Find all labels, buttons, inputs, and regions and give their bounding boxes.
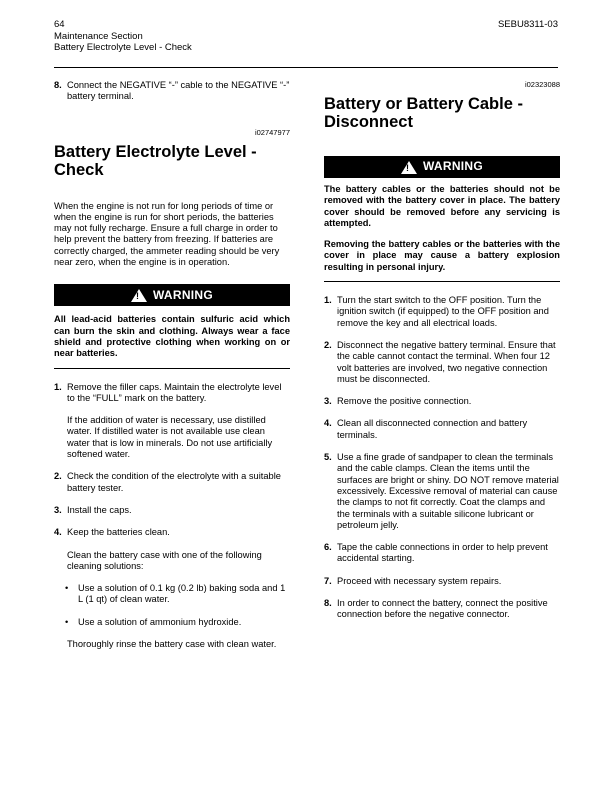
step-4	[324, 418, 560, 441]
step-text: Keep the batteries clean.	[67, 527, 170, 538]
step-text: Remove the filler caps. Maintain the electrolyte level to the “FULL” mark on the battery.	[67, 381, 282, 403]
bullet-icon: •	[65, 616, 69, 627]
warning-banner	[54, 284, 290, 306]
reference-id: i02323088	[524, 80, 560, 89]
step-text: Use a fine grade of sandpaper to clean the terminals and the cable clamps. Clean the items until the surfaces are bright or shiny. DO NOT remove material excessively. Excessive removal of material can cause the clamps to not fit correctly. Coat the clamps and the terminals with a suitable silicone lubricant or petroleum jelly.	[337, 452, 559, 530]
bullet-item	[54, 617, 290, 628]
step-number: 2.	[54, 471, 62, 482]
step-8	[324, 598, 560, 621]
section-title: Battery Electrolyte Level - Check	[54, 142, 257, 179]
left-column	[54, 80, 290, 661]
step-3	[54, 505, 290, 516]
step-number: 7.	[324, 575, 332, 586]
step-2	[54, 471, 290, 494]
step-text: Install the caps.	[67, 504, 132, 515]
page-header-left	[54, 19, 192, 54]
bullet-icon: •	[65, 583, 69, 594]
step-text: In order to connect the battery, connect the positive connection before the negative connector.	[337, 598, 548, 620]
warning-banner	[324, 156, 560, 178]
step-4-note: Clean the battery case with one of the following cleaning solutions:	[67, 549, 262, 571]
step-text: Disconnect the negative battery terminal. Ensure that the cable cannot contact the terminal. When four 12 volt batteries are involved, two negative connection must be disconnected.	[337, 339, 556, 384]
warning-label: WARNING	[422, 159, 484, 174]
step-1-note: If the addition of water is necessary, use distilled water. If distilled water is not available use clean water that is low in minerals. Do not use artificially softened water.	[67, 415, 273, 460]
document-id: SEBU8311-03	[497, 19, 558, 30]
step-number: 8.	[54, 80, 62, 90]
step-text: Turn the start switch to the OFF position. Turn the ignition switch (if equipped) to the OFF position and remove the key and all electrical loads.	[337, 295, 549, 328]
step-text: Clean all disconnected connection and battery terminals.	[337, 418, 528, 440]
step-number: 4.	[324, 418, 332, 429]
page-number: 64	[54, 19, 65, 30]
step-number: 8.	[324, 598, 332, 609]
step-text: Connect the NEGATIVE “-” cable to the NEGATIVE “-” battery terminal.	[67, 80, 290, 102]
step-number: 5.	[324, 452, 332, 463]
step-1	[54, 382, 290, 405]
warning-divider	[54, 368, 290, 369]
step-number: 1.	[324, 295, 332, 306]
step-4	[54, 527, 290, 538]
warning-triangle-icon	[131, 289, 147, 302]
bullet-text: Use a solution of 0.1 kg (0.2 lb) baking soda and 1 L (1 qt) of clean water.	[78, 583, 286, 605]
step-5	[324, 452, 560, 531]
step-3	[324, 396, 560, 407]
step-text: Tape the cable connections in order to help prevent accidental starting.	[337, 542, 548, 564]
step-number: 6.	[324, 542, 332, 553]
step-7	[324, 576, 560, 587]
intro-paragraph: When the engine is not run for long periods of time or when the engine is run for short periods, the batteries may not fully recharge. Ensure a full charge in order to help prevent the battery from freezing. If batteries are correctly charged, the ammeter reading should be very near zero, when the engine is in operation.	[54, 200, 280, 268]
step-number: 2.	[324, 339, 332, 350]
bullet-item	[54, 583, 290, 606]
header-divider	[54, 67, 558, 68]
step-1	[324, 295, 560, 329]
section-name: Maintenance Section	[54, 30, 143, 42]
warning-triangle-icon	[401, 161, 417, 174]
bullet-text: Use a solution of ammonium hydroxide.	[78, 616, 242, 627]
subsection-name: Battery Electrolyte Level - Check	[54, 42, 192, 53]
step-number: 4.	[54, 527, 62, 538]
step-text: Remove the positive connection.	[337, 396, 472, 407]
warning-label: WARNING	[152, 287, 214, 302]
step-number: 1.	[54, 381, 62, 392]
section-title: Battery or Battery Cable - Disconnect	[324, 95, 523, 131]
reference-id: i02747977	[254, 127, 290, 137]
step-number: 3.	[324, 396, 332, 407]
step-text: Proceed with necessary system repairs.	[337, 575, 502, 586]
warning-text: All lead-acid batteries contain sulfuric acid which can burn the skin and clothing. Always wear a face shield and protective clothing when working on or near batteries.	[54, 314, 290, 359]
warning-text: The battery cables or the batteries should not be removed with the battery cover in place. The battery cover should be removed before any servicing is attempted.	[324, 184, 560, 228]
warning-divider	[324, 281, 560, 282]
closing-note: Thoroughly rinse the battery case with clean water.	[67, 639, 277, 650]
warning-text: Removing the battery cables or the batteries with the cover in place may cause a battery explosion resulting in personal injury.	[324, 239, 560, 272]
step-number: 3.	[54, 504, 62, 515]
step-6	[324, 542, 560, 565]
step-text: Check the condition of the electrolyte with a suitable battery tester.	[67, 471, 281, 493]
right-column	[324, 80, 560, 632]
step-2	[324, 340, 560, 385]
step-8-prev	[54, 80, 290, 103]
